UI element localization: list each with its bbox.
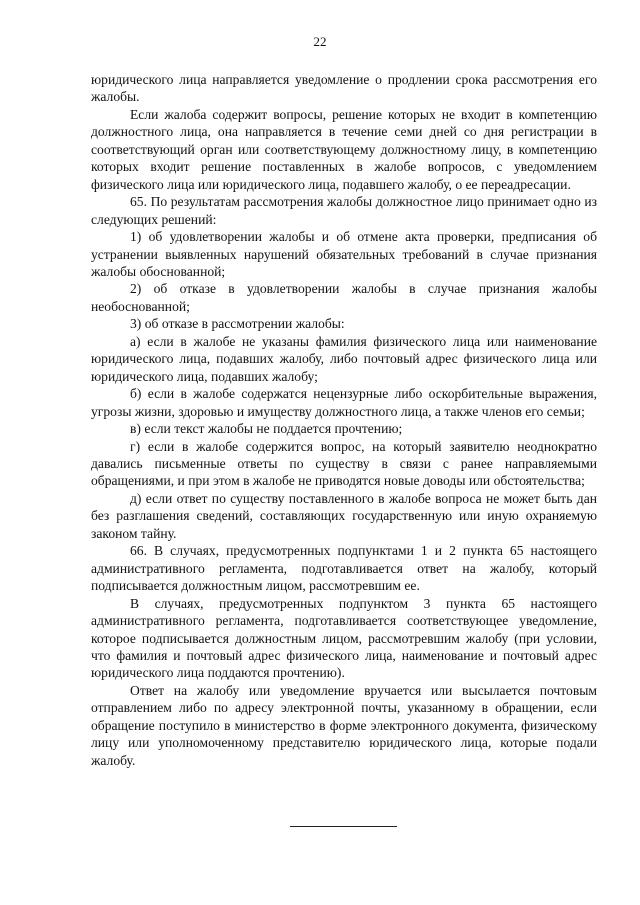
paragraph-66: 66. В случаях, предусмотренных подпунктами 1 и 2 пункта 65 настоящего административного регламента, подготавливается ответ на жалобу, который подписывается должностным лицом, рассмотревшим ее. [91, 543, 597, 594]
document-body [91, 71, 597, 769]
paragraph-65-3-g: г) если в жалобе содержится вопрос, на который заявителю неоднократно давались письменные ответы по существу в связи с ранее направляемыми обращениями, и при этом в жалобе не приводятся новые доводы или обстоятельства; [91, 438, 597, 489]
paragraph-65-1: 1) об удовлетворении жалобы и об отмене акта проверки, предписания об устранении выявленных нарушений обязательных требований в случае признания жалобы обоснованной; [91, 229, 597, 279]
paragraph-65: 65. По результатам рассмотрения жалобы должностное лицо принимает одно из следующих решений: [91, 194, 597, 227]
paragraph-66-notice: В случаях, предусмотренных подпунктом 3 пункта 65 настоящего административного регламента, подготавливается соответствующее уведомление, которое подписывается должностным лицом, рассмотревшим жалобу (при условии, что фамилия и почтовый адрес физического лица, наименование и почтовый адрес юридического лица поддаются прочтению). [91, 595, 597, 681]
paragraph-65-3-d: д) если ответ по существу поставленного в жалобе вопроса не может быть дан без разглашения сведений, составляющих государственную или иную охраняемую законом тайну. [91, 490, 597, 541]
paragraph-66-delivery: Ответ на жалобу или уведомление вручается или высылается почтовым отправлением либо по адресу электронной почты, указанному в обращении, если обращение поступило в министерство в форме электронного документа, физическому лицу или уполномоченному представителю юридического лица, которые подали жалобу. [91, 682, 597, 768]
paragraph-65-3: 3) об отказе в рассмотрении жалобы: [130, 316, 345, 332]
paragraph-65-2: 2) об отказе в удовлетворении жалобы в случае признания жалобы необоснованной; [91, 281, 597, 314]
page-number: 22 [313, 34, 327, 49]
paragraph-65-3-a: а) если в жалобе не указаны фамилия физического лица или наименование юридического лица, подавших жалобу, либо почтовый адрес физического лица или юридического лица, подавших жалобу; [91, 333, 597, 384]
paragraph-continuation: юридического лица направляется уведомление о продлении срока рассмотрения его жалобы. [91, 72, 597, 105]
paragraph-65-3-v: в) если текст жалобы не поддается прочтению; [130, 421, 403, 437]
paragraph-65-3-b: б) если в жалобе содержатся нецензурные либо оскорбительные выражения, угрозы жизни, здоровью и имуществу должностного лица, а также членов его семьи; [91, 386, 597, 419]
paragraph-redirect: Если жалоба содержит вопросы, решение которых не входит в компетенцию должностного лица, она направляется в течение семи дней со дня регистрации в соответствующий орган или соответствующему должностному лицу, в компетенцию которых входит решение поставленных в жалобе вопросов, с уведомлением физического лица или юридического лица, подавшего жалобу, о ее переадресации. [91, 106, 597, 192]
end-divider [290, 826, 397, 827]
